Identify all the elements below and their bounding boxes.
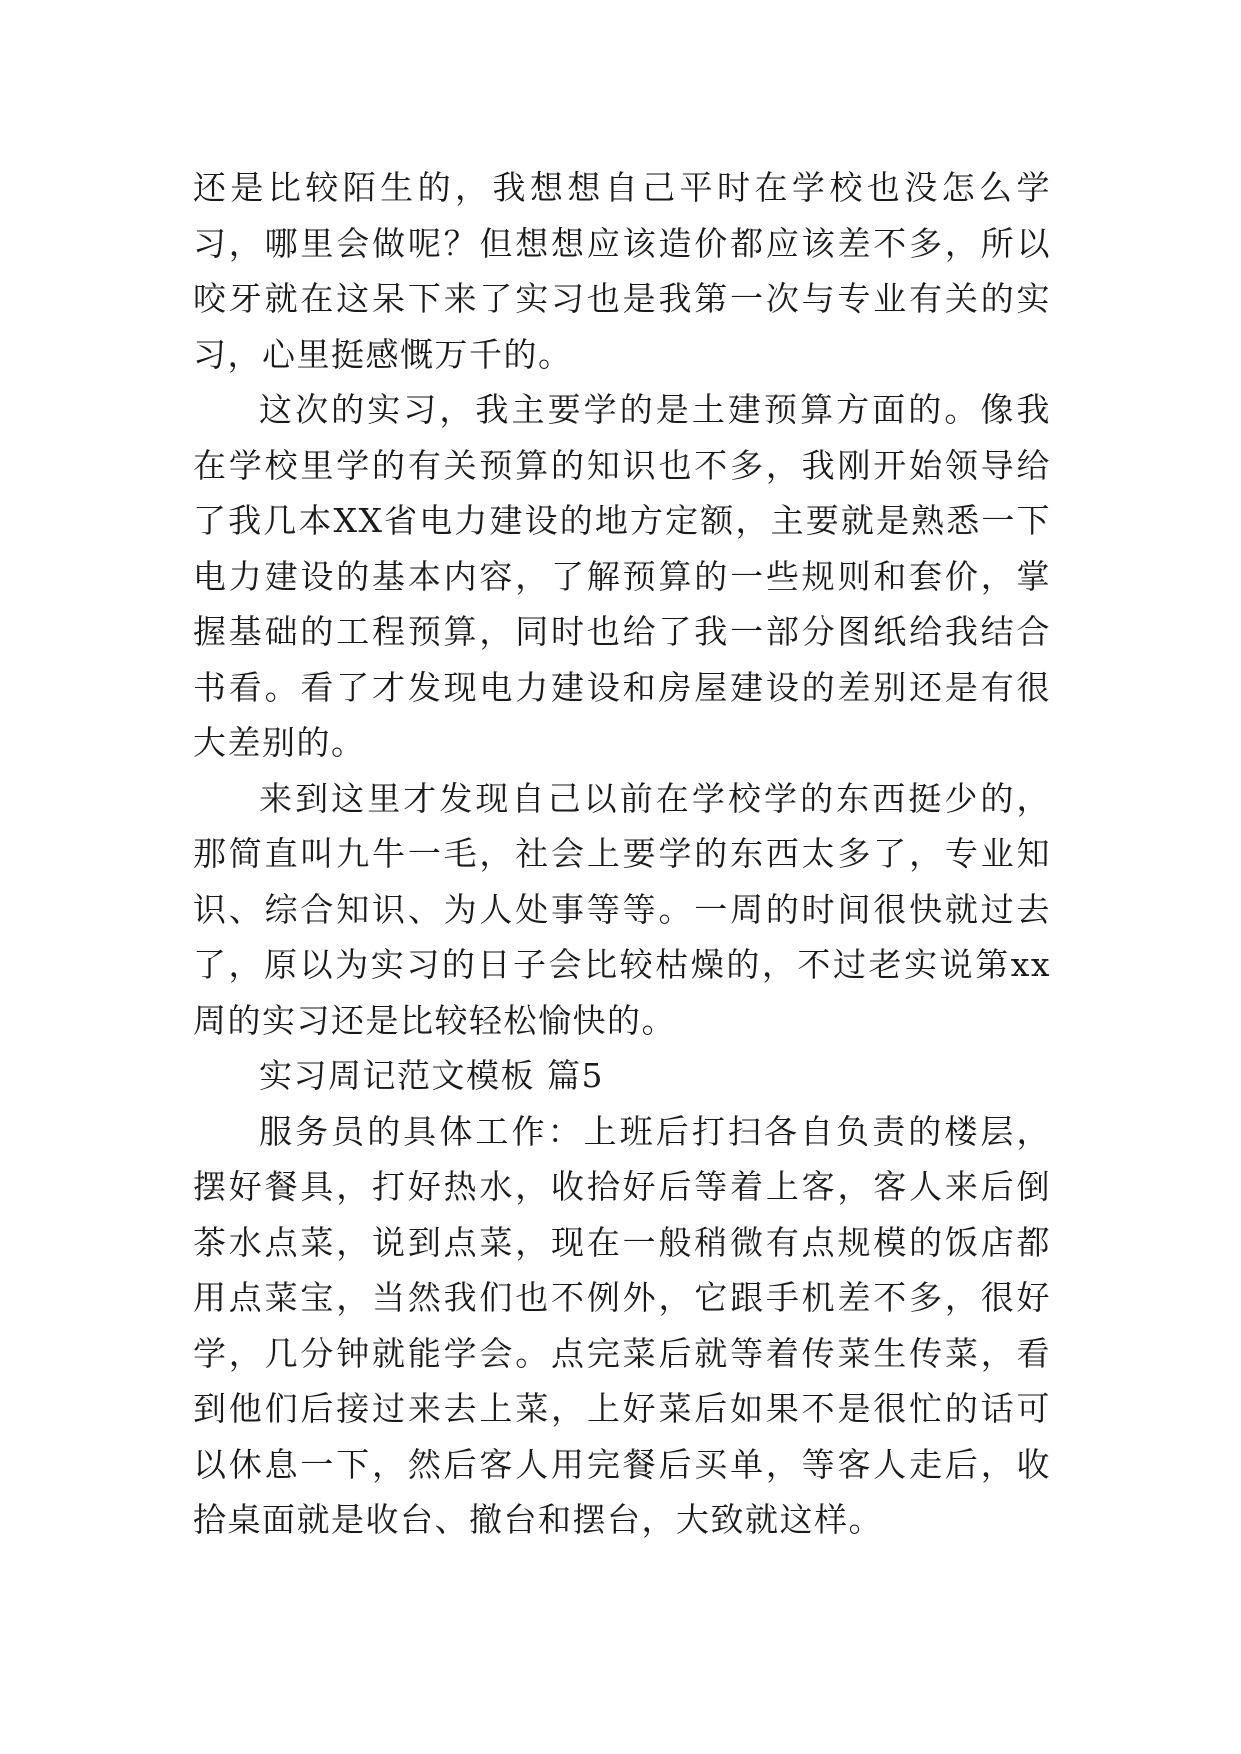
paragraph-continuation: 还是比较陌生的，我想想自己平时在学校也没怎么学习，哪里会做呢？但想想应该造价都应该差不多，所以咬牙就在这呆下来了实习也是我第一次与专业有关的实习，心里挺感慨万千的。 (193, 168, 1051, 374)
section-heading: 实习周记范文模板 篇5 (259, 1056, 604, 1095)
paragraph-budget-study: 这次的实习，我主要学的是土建预算方面的。像我在学校里学的有关预算的知识也不多，我刚开始领导给了我几本XX省电力建设的地方定额，主要就是熟悉一下电力建设的基本内容，了解预算的一些规则和套价，掌握基础的工程预算，同时也给了我一部分图纸给我结合书看。看了才发现电力建设和房屋建设的差别还是有很大差别的。 (193, 390, 1051, 762)
paragraph-waiter-duties: 服务员的具体工作：上班后打扫各自负责的楼层，摆好餐具，打好热水，收拾好后等着上客，客人来后倒茶水点菜，说到点菜，现在一般稍微有点规模的饭店都用点菜宝，当然我们也不例外，它跟手机差不多，很好学，几分钟就能学会。点完菜后就等着传菜生传菜，看到他们后接过来去上菜，上好菜后如果不是很忙的话可以休息一下，然后客人用完餐后买单，等客人走后，收拾桌面就是收台、撤台和摆台，大致就这样。 (193, 1111, 1051, 1539)
paragraph-learning-reflection: 来到这里才发现自己以前在学校学的东西挺少的，那简直叫九牛一毛，社会上要学的东西太多了，专业知识、综合知识、为人处事等等。一周的时间很快就过去了，原以为实习的日子会比较枯燥的，不过老实说第xx周的实习还是比较轻松愉快的。 (193, 778, 1051, 1040)
body-text (193, 160, 1051, 1548)
